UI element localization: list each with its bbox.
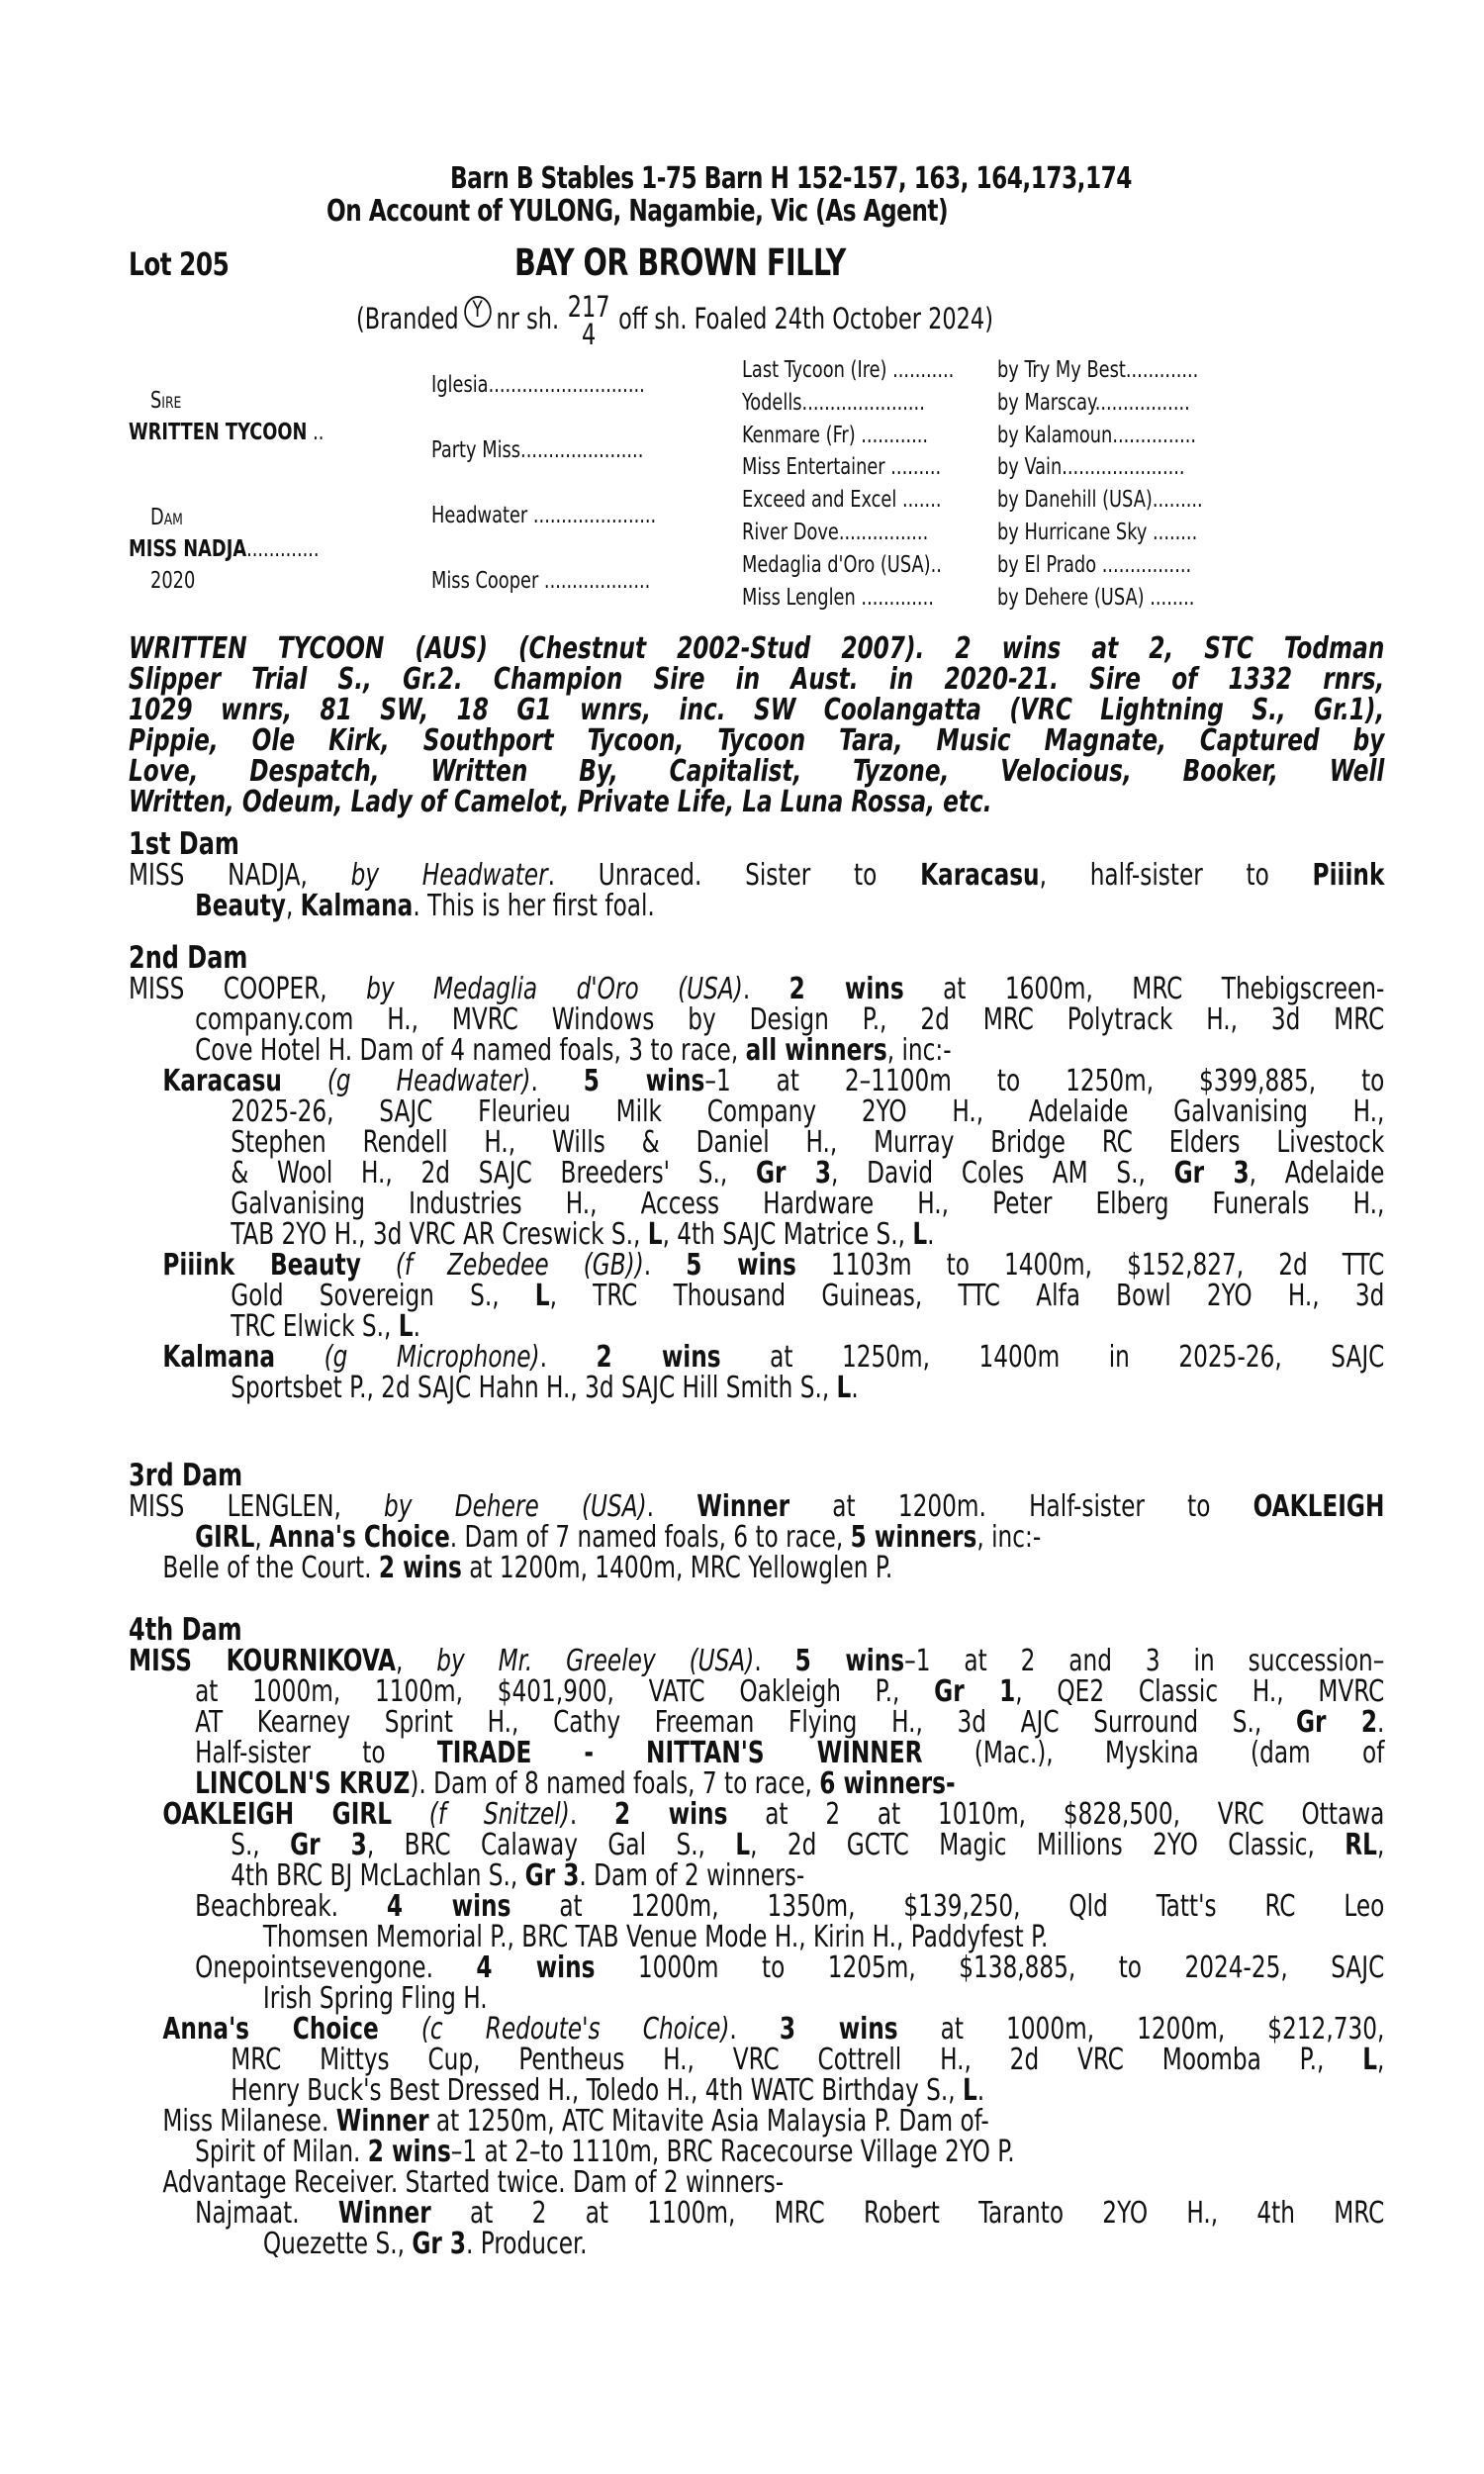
progeny-line: Kalmana (g Microphone). 2 wins at 1250m, 1400m in 2025-26, SAJC	[162, 1340, 1385, 1375]
gen3-horse: River Dove................	[742, 520, 929, 545]
text: at 1200m, 1400m, MRC Yellowglen P.	[461, 1551, 893, 1585]
horse-name: Piiink	[1312, 858, 1385, 893]
progeny-line: Stephen Rendell H., Wills & Daniel H., Murray Bridge RC Elders Livestock	[231, 1125, 1385, 1160]
gen3-row	[742, 552, 1191, 578]
wins: Winner	[337, 2196, 431, 2231]
winners-count: 5 winners	[850, 1520, 977, 1555]
gen3-row	[742, 585, 1194, 611]
grade: L	[735, 1828, 751, 1862]
brand-mark-icon: Y	[464, 296, 492, 328]
dam-sire: by Headwater	[350, 858, 548, 893]
text: at 1600m, MRC Thebigscreen-	[903, 972, 1385, 1006]
grade: L	[647, 1217, 663, 1252]
text: .	[413, 1309, 420, 1344]
gen3-row	[742, 520, 1197, 545]
wins: 2 wins	[367, 2135, 451, 2169]
grandprogeny-line	[129, 2198, 1384, 2229]
text: , QE2 Classic H., MVRC	[1015, 1674, 1385, 1709]
text: .	[976, 2073, 985, 2108]
gen3-sire: by Kalamoun...............	[997, 422, 1197, 448]
progeny-line: Galvanising Industries H., Access Hardware H., Peter Elberg Funerals H.,	[231, 1187, 1385, 1221]
text: Half-sister to	[195, 1736, 437, 1770]
gen3-sire: by Hurricane Sky ........	[997, 520, 1198, 545]
text: . Producer.	[466, 2227, 588, 2261]
wins: 5 wins	[686, 1248, 796, 1283]
progeny-line	[129, 1373, 1384, 1403]
text: –1 at 2 and 3 in succession–	[904, 1644, 1385, 1678]
text: at 1250m, ATC Mitavite Asia Malaysia P. Dam of-	[428, 2104, 989, 2139]
dam-line	[129, 1522, 1384, 1553]
dam-name: MISS COOPER	[129, 972, 321, 1006]
horse-name: Najmaat.	[195, 2196, 338, 2231]
text: 4th BRC BJ McLachlan S.,	[231, 1858, 525, 1893]
horse-name: Kalmana	[162, 1340, 276, 1375]
horse-name: Beachbreak.	[195, 1889, 387, 1924]
brand-prefix: (Branded	[356, 302, 459, 335]
gen3-horse: Exceed and Excel .......	[742, 487, 942, 514]
progeny-line	[129, 1281, 1384, 1311]
text: . Dam of 2 winners-	[579, 1858, 805, 1893]
progeny-line: Advantage Receiver. Started twice. Dam of 2 winners-	[162, 2165, 785, 2200]
text: , 2d GCTC Magic Millions 2YO Classic,	[750, 1828, 1345, 1862]
gen2-dots: ......................	[532, 503, 657, 528]
text: . This is her first foal.	[413, 889, 655, 923]
sire-summary	[129, 633, 1384, 817]
sire-name: WRITTEN TYCOON	[129, 420, 308, 445]
gen3-horse: Kenmare (Fr) ............	[742, 422, 929, 448]
gen3-sire: by Try My Best.............	[997, 357, 1199, 383]
grade: Gr 3	[412, 2227, 467, 2261]
horse-name: Beauty	[195, 889, 286, 923]
brand-number	[567, 290, 610, 351]
dam-year: 2020	[150, 568, 196, 594]
sire-dots: ..	[313, 420, 325, 445]
horse-name: LINCOLN'S KRUZ	[195, 1766, 411, 1801]
text: 1000m to 1205m, $138,885, to 2024-25, SAJC	[595, 1951, 1385, 1985]
dam-dots: .............	[246, 536, 320, 562]
text: Quezette S.,	[262, 2227, 413, 2261]
dam-line: company.com H., MVRC Windows by Design P., 2d MRC Polytrack H., 3d MRC	[195, 1002, 1385, 1037]
brand-number-bottom: 4	[581, 318, 597, 351]
text: Cove Hotel H. Dam of 4 named foals, 3 to race,	[195, 1033, 746, 1068]
text: ,	[1376, 1828, 1385, 1862]
text: Gold Sovereign S.,	[231, 1279, 535, 1313]
text: 1103m to 1400m, $152,827, 2d TTC	[795, 1248, 1385, 1283]
wins: 4 wins	[386, 1889, 511, 1924]
first-dam-section	[129, 826, 1385, 923]
text: , inc:-	[886, 1033, 952, 1068]
grandprogeny-line: Irish Spring Fling H.	[262, 1981, 488, 2016]
text: at 1200m, 1350m, $139,250, Qld Tatt's RC Leo	[510, 1889, 1385, 1924]
gen3-sire: by El Prado ................	[997, 551, 1192, 578]
gen3-horse: Medaglia d'Oro (USA)..	[742, 551, 942, 578]
text: , TRC Thousand Guineas, TTC Alfa Bowl 2YO H., 3d	[549, 1279, 1385, 1313]
horse-name: Onepointsevengone.	[195, 1951, 477, 1985]
grade: RL	[1345, 1828, 1377, 1862]
text: at 2 at 1100m, MRC Robert Taranto 2YO H., 4th MRC	[430, 2196, 1385, 2231]
text: ,	[1376, 2043, 1385, 2077]
horse-name: Anna's Choice	[162, 2012, 379, 2046]
grandprogeny-line	[129, 2137, 1384, 2167]
dam-line	[129, 1707, 1384, 1738]
progeny-line: Karacasu (g Headwater). 5 wins–1 at 2–1100m to 1250m, $399,885, to	[162, 1064, 1385, 1098]
section-heading: 1st Dam	[129, 826, 239, 862]
text: at 1000m, 1100m, $401,900, VATC Oakleigh P.,	[195, 1674, 935, 1709]
progeny-line: Piiink Beauty (f Zebedee (GB)). 5 wins 1103m to 1400m, $152,827, 2d TTC	[162, 1248, 1385, 1283]
grandprogeny-line: Thomsen Memorial P., BRC TAB Venue Mode H., Kirin H., Paddyfest P.	[262, 1920, 1049, 1954]
text: .	[851, 1371, 859, 1405]
text: TAB 2YO H., 3d VRC AR Creswick S.,	[231, 1217, 648, 1252]
text: MRC Mittys Cup, Pentheus H., VRC Cottrell H., 2d VRC Moomba P.,	[231, 2043, 1363, 2077]
sire-summary-line: Love, Despatch, Written By, Capitalist, Tyzone, Velocious, Booker, Well	[129, 754, 1385, 789]
grade: Gr 3	[1173, 1156, 1250, 1190]
text: at 1200m. Half-sister to	[789, 1489, 1253, 1524]
gen3-row	[742, 487, 1203, 513]
grandprogeny-line	[129, 1891, 1384, 1922]
section-heading: 2nd Dam	[129, 940, 248, 976]
dam-line: MISS COOPER, by Medaglia d'Oro (USA). 2 wins at 1600m, MRC Thebigscreen-	[129, 972, 1385, 1006]
dam-name: MISS NADJA	[129, 858, 301, 893]
brand-info	[356, 290, 993, 351]
horse-name: OAKLEIGH	[1252, 1489, 1385, 1524]
gen3-sire: by Dehere (USA) ........	[997, 584, 1195, 611]
text: . Unraced. Sister to	[547, 858, 921, 893]
progeny-line	[129, 2075, 1384, 2106]
text: .	[927, 1217, 935, 1252]
horse-name: GIRL	[195, 1520, 255, 1555]
gen2-row	[431, 437, 643, 463]
progeny-line	[129, 1830, 1384, 1860]
progeny-line: 2025-26, SAJC Fleurieu Milk Company 2YO H., Adelaide Galvanising H.,	[231, 1094, 1385, 1129]
gen3-row	[742, 423, 1196, 448]
grandprogeny-line	[129, 1952, 1384, 1983]
gen3-horse: Miss Entertainer .........	[742, 454, 942, 481]
sire-summary-line: 1029 wnrs, 81 SW, 18 G1 wnrs, inc. SW Coolangatta (VRC Lightning S., Gr.1),	[129, 693, 1385, 727]
text: & Wool H., 2d SAJC Breeders' S.,	[231, 1156, 756, 1190]
gen2-name: Iglesia	[431, 372, 489, 398]
third-dam-section	[129, 1458, 1385, 1585]
gen3-row	[742, 390, 1190, 416]
horse-name: OAKLEIGH GIRL	[162, 1797, 392, 1832]
text: (Mac.), Myskina (dam of	[922, 1736, 1385, 1770]
horse-sire: (c Redoute's Choice)	[420, 2012, 730, 2046]
gen3-horse: Last Tycoon (Ire) ...........	[742, 357, 955, 383]
text: .	[1376, 1705, 1385, 1740]
text: at 1000m, 1200m, $212,730,	[897, 2012, 1385, 2046]
progeny-line	[129, 1158, 1384, 1189]
text: –1 at 2–to 1110m, BRC Racecourse Village 2YO P.	[450, 2135, 1015, 2169]
text: Sportsbet P., 2d SAJC Hahn H., 3d SAJC Hill Smith S.,	[231, 1371, 837, 1405]
grandprogeny-line	[129, 2229, 1384, 2259]
horse-description: BAY OR BROWN FILLY	[514, 241, 846, 284]
horse-sire: (f Snitzel)	[428, 1797, 570, 1832]
dam-line	[129, 1768, 1384, 1799]
text: , BRC Calaway Gal S.,	[366, 1828, 736, 1862]
grade: Gr 1	[934, 1674, 1016, 1709]
gen3-sire: by Vain......................	[997, 454, 1185, 481]
text: ). Dam of 8 named foals, 7 to race,	[410, 1766, 820, 1801]
wins: 2 wins	[788, 972, 904, 1006]
gen2-dots: ......................	[520, 437, 644, 463]
brand-number-top: 217	[567, 290, 610, 324]
text: –1 at 2–1100m to 1250m, $399,885, to	[704, 1064, 1385, 1098]
horse-sire: (g Microphone)	[324, 1340, 540, 1375]
dam-line: MISS LENGLEN, by Dehere (USA). Winner at 1200m. Half-sister to OAKLEIGH	[129, 1489, 1385, 1524]
progeny-line	[129, 1553, 1384, 1583]
lot-number: Lot 205	[129, 245, 230, 283]
dam-line	[129, 891, 1384, 921]
gen3-row	[742, 454, 1185, 480]
text: S.,	[231, 1828, 291, 1862]
grade: Gr 2	[1295, 1705, 1377, 1740]
horse-name: Spirit of Milan.	[195, 2135, 368, 2169]
wins: 2 wins	[613, 1797, 728, 1832]
text: ,	[254, 1520, 270, 1555]
progeny-line	[129, 1219, 1384, 1250]
text: , Adelaide	[1249, 1156, 1385, 1190]
grade: L	[534, 1279, 550, 1313]
gen2-dots: ............................	[488, 372, 645, 398]
gen2-name: Miss Cooper	[431, 568, 539, 594]
gen3-horse: Miss Lenglen .............	[742, 584, 934, 611]
wins: 4 wins	[476, 1951, 596, 1985]
second-dam-section	[129, 940, 1385, 1405]
wins: 2 wins	[378, 1551, 462, 1585]
gen3-horse: Yodells......................	[742, 389, 925, 416]
section-heading: 3rd Dam	[129, 1458, 243, 1493]
gen2-row	[431, 372, 645, 398]
horse-name: Kalmana	[300, 889, 414, 923]
dam-line	[129, 1738, 1384, 1768]
gen3-sire: by Danehill (USA).........	[997, 487, 1203, 514]
wins: 2 wins	[596, 1340, 721, 1375]
wins: 5 wins	[583, 1064, 705, 1098]
gen3-row	[742, 357, 1198, 383]
grade: L	[398, 1309, 414, 1344]
grade: L	[836, 1371, 852, 1405]
winners-count: 6 winners-	[819, 1766, 956, 1801]
dam-name-row	[129, 536, 320, 562]
progeny-line	[129, 1860, 1384, 1891]
fourth-dam-section	[129, 1612, 1385, 2261]
dam-name: MISS NADJA	[129, 536, 247, 562]
barn-location: Barn B Stables 1-75 Barn H 152-157, 163, 164,173,174	[450, 161, 1132, 196]
grade: Gr 3	[524, 1858, 580, 1893]
wins: Winner	[335, 2104, 429, 2139]
gen2-name: Party Miss	[431, 437, 521, 463]
horse-name: Belle of the Court.	[162, 1551, 379, 1585]
wins: 3 wins	[779, 2012, 898, 2046]
text: , 4th SAJC Matrice S.,	[662, 1217, 913, 1252]
text: Henry Buck's Best Dressed H., Toledo H., 4th WATC Birthday S.,	[231, 2073, 963, 2108]
dam-line	[129, 1035, 1384, 1066]
horse-sire: (g Headwater)	[326, 1064, 531, 1098]
text: at 2 at 1010m, $828,500, VRC Ottawa	[727, 1797, 1385, 1832]
sire-label: Sire	[150, 388, 182, 414]
progeny-line	[129, 1311, 1384, 1342]
progeny-line: OAKLEIGH GIRL (f Snitzel). 2 wins at 2 at 1010m, $828,500, VRC Ottawa	[162, 1797, 1385, 1832]
horse-name: Karacasu	[920, 858, 1040, 893]
text: ,	[285, 889, 301, 923]
dam-sire: by Mr. Greeley (USA)	[436, 1644, 755, 1678]
wins: Winner	[696, 1489, 790, 1524]
dam-sire: by Medaglia d'Oro (USA)	[366, 972, 743, 1006]
horse-sire: (f Zebedee (GB))	[395, 1248, 644, 1283]
gen3-sire: by Marscay.................	[997, 389, 1190, 416]
text: . Dam of 7 named foals, 6 to race,	[449, 1520, 851, 1555]
sire-name-row	[129, 420, 324, 445]
horse-name: Anna's Choice	[269, 1520, 450, 1555]
sire-summary-line: Slipper Trial S., Gr.2. Champion Sire in Aust. in 2020-21. Sire of 1332 rnrs,	[129, 662, 1385, 697]
progeny-line	[129, 2106, 1384, 2137]
gen2-row	[431, 503, 656, 528]
winners-count: all winners	[745, 1033, 887, 1068]
wins: 5 wins	[794, 1644, 905, 1678]
progeny-line	[129, 2045, 1384, 2075]
horse-name: Karacasu	[162, 1064, 282, 1098]
dam-name: MISS KOURNIKOVA	[129, 1644, 396, 1678]
gen2-row	[431, 568, 650, 594]
text: AT Kearney Sprint H., Cathy Freeman Flying H., 3d AJC Surround S.,	[195, 1705, 1296, 1740]
horse-name: Miss Milanese.	[162, 2104, 336, 2139]
section-heading: 4th Dam	[129, 1612, 242, 1648]
grade: Gr 3	[290, 1828, 367, 1862]
vendor-account: On Account of YULONG, Nagambie, Vic (As Agent)	[326, 194, 949, 229]
horse-name: Piiink Beauty	[162, 1248, 361, 1283]
dam-line	[129, 1676, 1384, 1707]
brand-mid: nr sh.	[496, 302, 560, 335]
dam-name: MISS LENGLEN	[129, 1489, 334, 1524]
horse-name: TIRADE - NITTAN'S WINNER	[436, 1736, 923, 1770]
text: , David Coles AM S.,	[831, 1156, 1174, 1190]
grade: L	[962, 2073, 977, 2108]
dam-label: Dam	[150, 505, 183, 530]
gen2-name: Headwater	[431, 503, 528, 528]
dam-line: MISS KOURNIKOVA, by Mr. Greeley (USA). 5 wins–1 at 2 and 3 in succession–	[129, 1644, 1385, 1678]
sire-summary-line: Written, Odeum, Lady of Camelot, Private Life, La Luna Rossa, etc.	[129, 785, 992, 819]
sire-summary-line: WRITTEN TYCOON (AUS) (Chestnut 2002-Stud 2007). 2 wins at 2, STC Todman	[129, 631, 1385, 666]
sire-summary-line: Pippie, Ole Kirk, Southport Tycoon, Tycoon Tara, Music Magnate, Captured by	[129, 723, 1385, 758]
text: at 1250m, 1400m in 2025-26, SAJC	[720, 1340, 1385, 1375]
grade: L	[912, 1217, 928, 1252]
text: , half-sister to	[1039, 858, 1313, 893]
text: , inc:-	[976, 1520, 1042, 1555]
text: TRC Elwick S.,	[231, 1309, 399, 1344]
progeny-line: Anna's Choice (c Redoute's Choice). 3 wins at 1000m, 1200m, $212,730,	[162, 2012, 1385, 2046]
grade: Gr 3	[755, 1156, 832, 1190]
gen2-dots: ...................	[543, 568, 651, 594]
dam-sire: by Dehere (USA)	[384, 1489, 647, 1524]
dam-line: MISS NADJA, by Headwater. Unraced. Sister to Karacasu, half-sister to Piiink	[129, 858, 1385, 893]
grade: L	[1362, 2043, 1377, 2077]
brand-suffix: off sh. Foaled 24th October 2024)	[618, 302, 993, 335]
